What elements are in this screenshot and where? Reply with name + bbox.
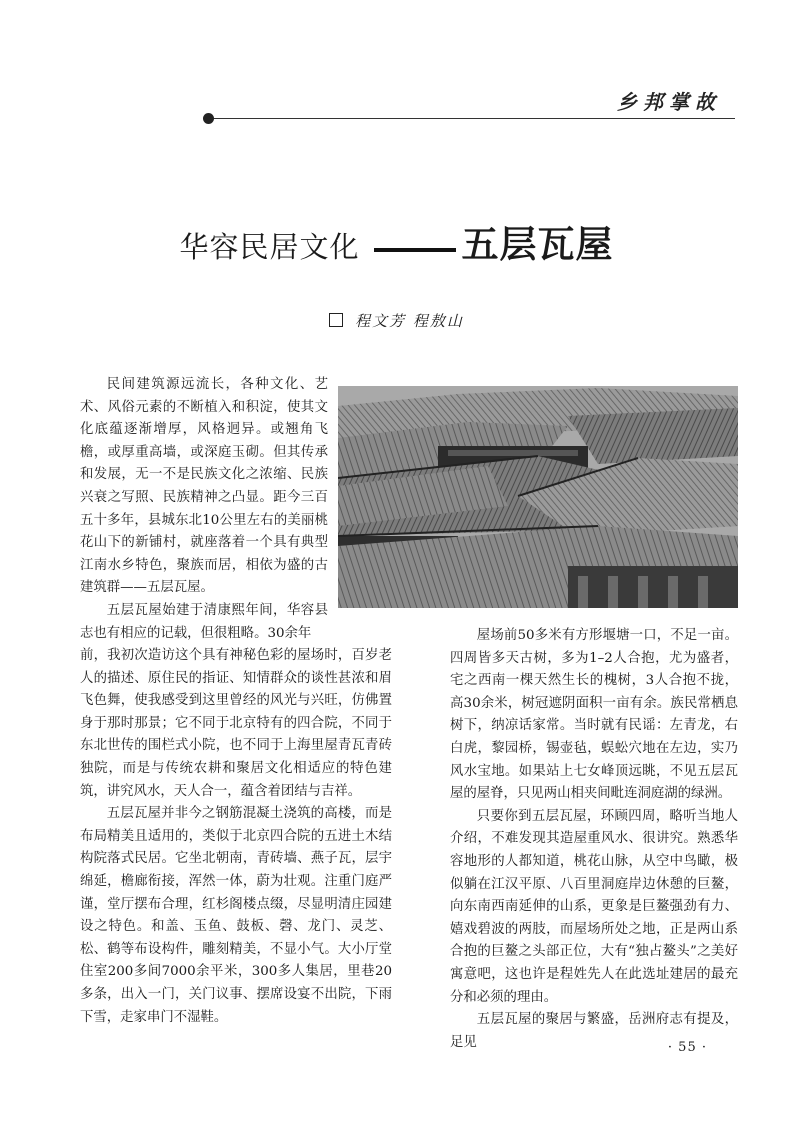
title-sub: 五层瓦屋 — [461, 223, 614, 266]
rooftops-photo-graphic — [338, 386, 738, 608]
right-column — [450, 625, 738, 1054]
title-main: 华容民居文化 — [179, 230, 360, 264]
paragraph: 民间建筑源远流长，各种文化、艺术、风俗元素的不断植入和积淀，使其文化底蕴逐渐增厚，风格迥异。或翘角飞檐，或厚重高墙，或深庭玉砌。但其传承和发展，无一不是民族文化之浓缩、民族兴衰之写照、民族精神之凸显。距今三百五十多年，县城东北10公里左右的美丽桃花山下的新铺村，就座落着一个具有典型江南水乡特色，聚族而居，相依为盛的古建筑群——五层瓦屋。 — [80, 377, 328, 596]
byline — [0, 310, 793, 331]
paragraph: 屋场前50多米有方形堰塘一口，不足一亩。四周皆多天古树，多为1–2人合抱，尤为盛者，宅之西南一棵天然生长的槐树，3人合抱不拢，高30余米，树冠遮阴面积一亩有余。族民常栖息树下，纳凉话家常。当时就有民谣：左青龙，右白虎，黎园桥，锡壶毡，蜈蚣穴地在左边，实乃风水宝地。如果站上七女峰顶远眺，不见五层瓦屋的屋脊，只见两山相夹间毗连洞庭湖的绿洲。 — [450, 628, 738, 802]
article-title — [0, 214, 793, 268]
left-column-bottom — [80, 645, 392, 1029]
title-dash — [374, 248, 456, 252]
paragraph: 前，我初次造访这个具有神秘色彩的屋场时，百岁老人的描述、原住民的指证、知情群众的谈性甚浓和眉飞色舞，使我感受到这里曾经的风光与兴旺，仿佛置身于那时那景；它不同于北京特有的四合院，不同于东北世传的围栏式小院，也不同于上海里屋青瓦青砖独院，而是与传统农耕和聚居文化相适应的特色建筑，讲究风水，天人合一，蕴含着团结与吉祥。 — [80, 648, 392, 799]
header-rule-dot — [203, 113, 214, 124]
paragraph: 五层瓦屋并非今之钢筋混凝土浇筑的高楼，而是布局精美且适用的，类似于北京四合院的五进土木结构院落式民居。它坐北朝南，青砖墙、燕子瓦，层宇绵延，檐廊衔接，浑然一体，蔚为壮观。注重门庭严谨，堂厅摆布合理，红杉阁楼点缀，尽显明清庄园建设之特色。和盖、玉鱼、鼓板、磬、龙门、灵芝、松、鹤等布设构件，雕刻精美，不显小气。大小厅堂住室200多间7000余平米，300多人集居，里巷20多条，出入一门，关门议事、摆席设宴不出院，下雨下雪，走家串门不湿鞋。 — [80, 806, 392, 1025]
paragraph: 五层瓦屋始建于清康熙年间，华容县志也有相应的记载，但很粗略。30余年 — [80, 602, 328, 641]
byline-box-icon — [329, 313, 343, 327]
header-rule — [208, 118, 735, 119]
paragraph: 只要你到五层瓦屋，环顾四周，略听当地人介绍，不难发现其造屋重风水、很讲究。熟悉华容地形的人都知道，桃花山脉，从空中鸟瞰，极似躺在江汉平原、八百里洞庭岸边休憩的巨鳌，向东南西南延伸的山系，更象是巨鳌强劲有力、嬉戏碧波的两肢，而屋场所处之地，正是两山系合抱的巨鳌之头部正位，大有“独占鳌头”之美好寓意吧，这也许是程姓先人在此选址建居的最充分和必须的理由。 — [450, 808, 738, 1005]
section-label: 乡邦掌故 — [617, 90, 721, 114]
paragraph: 五层瓦屋的聚居与繁盛，岳洲府志有提及，足见 — [450, 1012, 738, 1050]
page-number: · 55 · — [667, 1040, 707, 1055]
left-column-top — [80, 374, 328, 645]
author-names: 程文芳 程敖山 — [355, 312, 464, 330]
rooftops-photo — [338, 386, 738, 608]
